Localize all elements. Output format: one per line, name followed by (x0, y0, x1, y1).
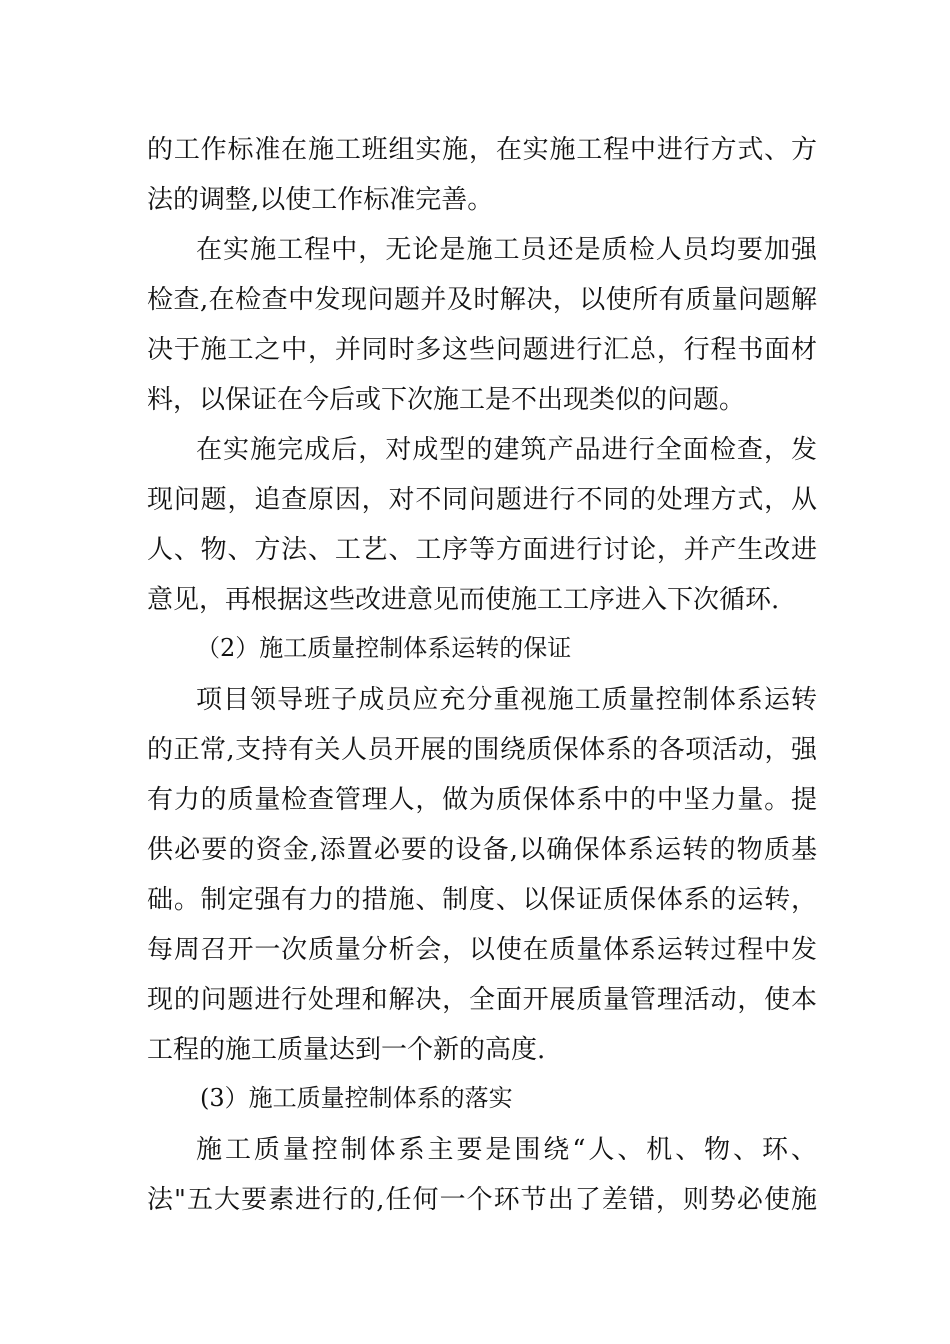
paragraph-line: 施工质量控制体系主要是围绕“人、机、物、环、 (196, 1135, 817, 1165)
paragraph-line: 检查,在检查中发现问题并及时解决，以使所有质量问题解 (147, 285, 817, 315)
paragraph-line: 人、物、方法、工艺、工序等方面进行讨论，并产生改进 (147, 535, 817, 565)
section-heading: （2）施工质量控制体系运转的保证 (196, 634, 572, 662)
paragraph-line: 每周召开一次质量分析会，以使在质量体系运转过程中发 (147, 935, 817, 965)
paragraph-line: 供必要的资金,添置必要的设备,以确保体系运转的物质基 (147, 835, 817, 865)
paragraph-line: 意见，再根据这些改进意见而使施工工序进入下次循环. (147, 585, 780, 615)
paragraph-line: 法"五大要素进行的,任何一个环节出了差错，则势必使施 (147, 1185, 817, 1215)
paragraph-line: 在实施完成后，对成型的建筑产品进行全面检查，发 (196, 435, 817, 465)
paragraph-line: 工程的施工质量达到一个新的高度. (147, 1035, 546, 1065)
paragraph-line: 础。制定强有力的措施、制度、以保证质保体系的运转， (147, 885, 817, 915)
paragraph-line: 在实施工程中，无论是施工员还是质检人员均要加强 (196, 235, 817, 265)
paragraph-line: 决于施工之中，并同时多这些问题进行汇总，行程书面材 (147, 335, 817, 365)
paragraph-line: 的工作标准在施工班组实施，在实施工程中进行方式、方 (147, 135, 817, 165)
paragraph-line: 的正常,支持有关人员开展的围绕质保体系的各项活动，强 (147, 735, 817, 765)
paragraph-line: 法的调整,以使工作标准完善。 (147, 185, 494, 215)
paragraph-line: 料，以保证在今后或下次施工是不出现类似的问题。 (147, 385, 746, 415)
paragraph-line: 项目领导班子成员应充分重视施工质量控制体系运转 (196, 685, 817, 715)
paragraph-line: 现的问题进行处理和解决，全面开展质量管理活动，使本 (147, 985, 817, 1015)
paragraph-line: 现问题，追查原因，对不同问题进行不同的处理方式，从 (147, 485, 817, 515)
paragraph-line: 有力的质量检查管理人，做为质保体系中的中坚力量。提 (147, 785, 817, 815)
section-heading: (3）施工质量控制体系的落实 (200, 1084, 513, 1112)
